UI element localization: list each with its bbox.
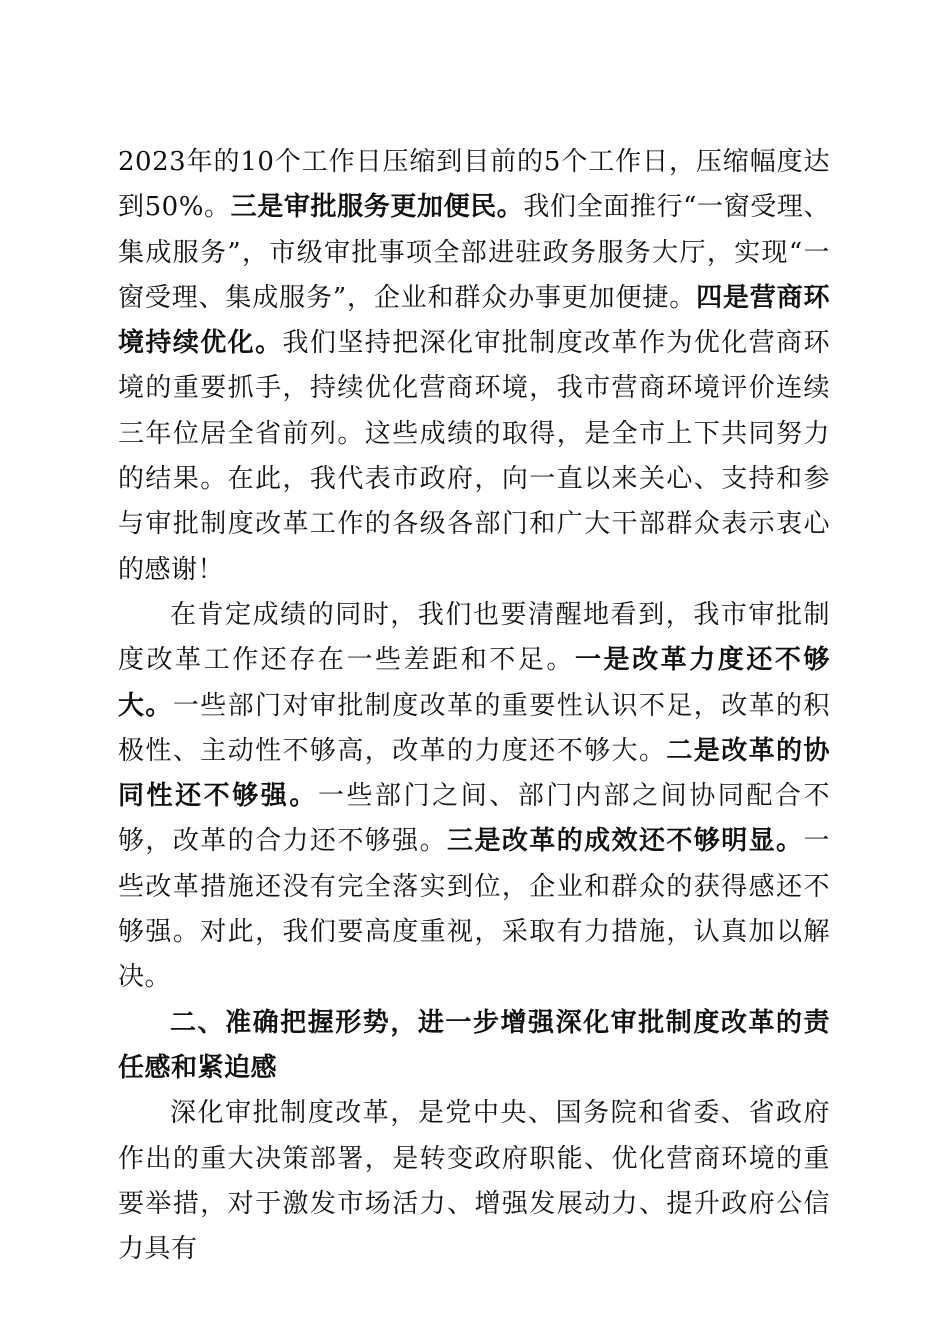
- paragraph-text: 2023年的10个工作日压缩到目前的5个工作日，压缩幅度达到50%。: [118, 147, 830, 223]
- paragraph-text: 我们坚持把深化审批制度改革作为优化营商环境的重要抓手，持续优化营商环境，我市营商环境评价连续三年位居全省前列。这些成绩的取得，是全市上下共同努力的结果。在此，我代表市政府，向一直以来关心、支持和参与审批制度改革工作的各级各部门和广大干部群众表示衷心的感谢！: [118, 328, 830, 585]
- bold-shortcoming-three: 三是改革的成效还不够明显。: [447, 826, 804, 857]
- bold-point-four: 四是营商环境持续优化。: [118, 282, 830, 359]
- paragraph-text: 一些部门对审批制度改革的重要性认识不足，改革的积极性、主动性不够高，改革的力度还不够大。: [118, 690, 830, 766]
- paragraph-text: 在肯定成绩的同时，我们也要清醒地看到，我市审批制度改革工作还存在一些差距和不足。: [118, 599, 830, 676]
- paragraph-significance: 深化审批制度改革，是党中央、国务院和省委、省政府作出的重大决策部署，是转变政府职能、优化营商环境的重要举措，对于激发市场活力、增强发展动力、提升政府公信力具有: [118, 1098, 830, 1265]
- paragraph-shortcomings: [118, 593, 830, 1001]
- document-page: [118, 140, 830, 1272]
- paragraph-text: 我们全面推行“一窗受理、集成服务”，市级审批事项全部进驻政务服务大厅，实现“一窗受理、集成服务”，企业和群众办事更加便捷。: [118, 192, 830, 313]
- bold-shortcoming-one: 一是改革力度还不够大。: [118, 645, 830, 721]
- paragraph-text: 一些部门之间、部门内部之间协同配合不够，改革的合力还不够强。: [118, 781, 830, 857]
- section-heading-two: 二、准确把握形势，进一步增强深化审批制度改革的责任感和紧迫感: [118, 1007, 830, 1083]
- bold-point-three: 三是审批服务更加便民。: [230, 192, 524, 223]
- paragraph-achievements: [118, 140, 830, 593]
- paragraph-text: 一些改革措施还没有完全落实到位，企业和群众的获得感还不够强。对此，我们要高度重视，采取有力措施，认真加以解决。: [118, 826, 830, 993]
- bold-shortcoming-two: 二是改革的协同性还不够强。: [118, 735, 830, 812]
